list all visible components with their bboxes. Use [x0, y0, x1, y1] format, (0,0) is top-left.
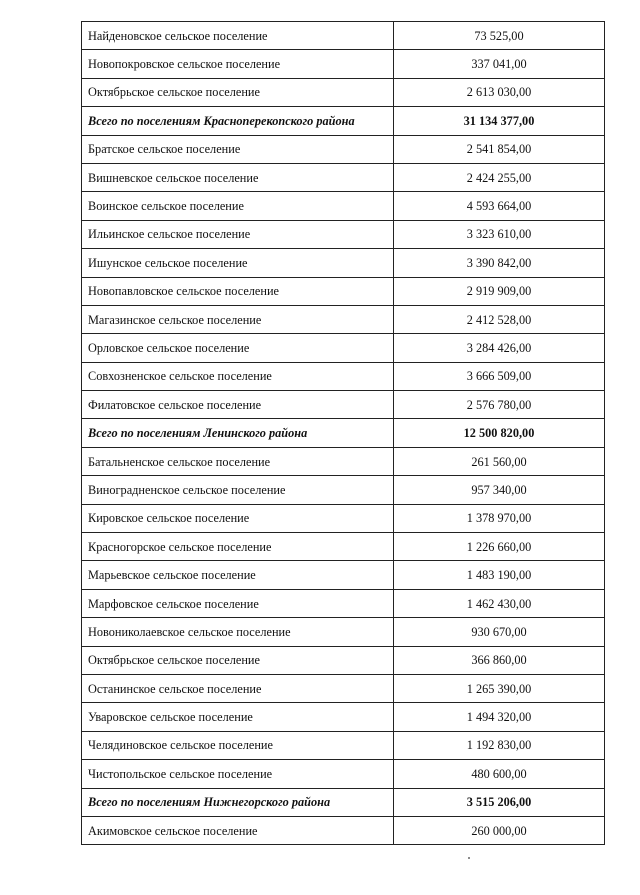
table-row — [82, 249, 605, 277]
settlement-amount: 1 192 830,00 — [394, 731, 605, 759]
settlement-amount: 2 541 854,00 — [394, 135, 605, 163]
settlement-name: Уваровское сельское поселение — [82, 703, 394, 731]
settlement-name: Марьевское сельское поселение — [82, 561, 394, 589]
table-row — [82, 760, 605, 788]
table-row — [82, 362, 605, 390]
settlement-amount: 1 378 970,00 — [394, 504, 605, 532]
settlement-name: Орловское сельское поселение — [82, 334, 394, 362]
settlement-amount: 2 424 255,00 — [394, 163, 605, 191]
settlement-name: Воинское сельское поселение — [82, 192, 394, 220]
table-row — [82, 163, 605, 191]
table-row — [82, 618, 605, 646]
table-row — [82, 533, 605, 561]
settlement-name: Новониколаевское сельское поселение — [82, 618, 394, 646]
settlement-name: Кировское сельское поселение — [82, 504, 394, 532]
table-row — [82, 192, 605, 220]
settlement-amount: 3 284 426,00 — [394, 334, 605, 362]
table-row — [82, 703, 605, 731]
settlement-name: Виноградненское сельское поселение — [82, 476, 394, 504]
settlement-name: Магазинское сельское поселение — [82, 305, 394, 333]
district-total-amount: 3 515 206,00 — [394, 788, 605, 816]
table-row — [82, 504, 605, 532]
table-row — [82, 50, 605, 78]
table-row — [82, 277, 605, 305]
settlement-amount: 1 462 430,00 — [394, 589, 605, 617]
table-row — [82, 646, 605, 674]
settlement-name: Филатовское сельское поселение — [82, 391, 394, 419]
table-row — [82, 305, 605, 333]
district-total-label: Всего по поселениям Красноперекопского района — [82, 107, 394, 135]
district-total-row — [82, 419, 605, 447]
table-row — [82, 447, 605, 475]
district-total-amount: 31 134 377,00 — [394, 107, 605, 135]
settlement-name: Чистопольское сельское поселение — [82, 760, 394, 788]
settlement-amount: 1 483 190,00 — [394, 561, 605, 589]
table-row — [82, 589, 605, 617]
district-total-label: Всего по поселениям Ленинского района — [82, 419, 394, 447]
settlement-amount: 260 000,00 — [394, 816, 605, 844]
settlement-amount: 261 560,00 — [394, 447, 605, 475]
district-total-row — [82, 107, 605, 135]
settlement-name: Новопавловское сельское поселение — [82, 277, 394, 305]
table-row — [82, 674, 605, 702]
settlement-name: Октябрьское сельское поселение — [82, 78, 394, 106]
settlement-amount: 480 600,00 — [394, 760, 605, 788]
settlement-name: Совхозненское сельское поселение — [82, 362, 394, 390]
settlement-name: Ильинское сельское поселение — [82, 220, 394, 248]
settlement-amount: 1 494 320,00 — [394, 703, 605, 731]
settlement-amount: 4 593 664,00 — [394, 192, 605, 220]
settlement-amount: 3 390 842,00 — [394, 249, 605, 277]
table-row — [82, 135, 605, 163]
settlement-amount: 73 525,00 — [394, 22, 605, 50]
settlement-amount: 2 613 030,00 — [394, 78, 605, 106]
district-total-label: Всего по поселениям Нижнегорского района — [82, 788, 394, 816]
settlement-name: Ишунское сельское поселение — [82, 249, 394, 277]
settlement-name: Батальненское сельское поселение — [82, 447, 394, 475]
settlement-name: Вишневское сельское поселение — [82, 163, 394, 191]
table-row — [82, 816, 605, 844]
settlement-name: Марфовское сельское поселение — [82, 589, 394, 617]
table-row — [82, 78, 605, 106]
settlement-name: Красногорское сельское поселение — [82, 533, 394, 561]
table-row — [82, 391, 605, 419]
settlement-name: Братское сельское поселение — [82, 135, 394, 163]
settlement-name: Челядиновское сельское поселение — [82, 731, 394, 759]
settlement-amount: 957 340,00 — [394, 476, 605, 504]
settlements-table — [81, 21, 605, 845]
table-row — [82, 220, 605, 248]
settlement-name: Новопокровское сельское поселение — [82, 50, 394, 78]
table-row — [82, 334, 605, 362]
settlement-name: Акимовское сельское поселение — [82, 816, 394, 844]
settlement-amount: 930 670,00 — [394, 618, 605, 646]
settlement-name: Останинское сельское поселение — [82, 674, 394, 702]
scan-speck — [468, 857, 470, 859]
settlement-amount: 3 666 509,00 — [394, 362, 605, 390]
settlement-name: Октябрьское сельское поселение — [82, 646, 394, 674]
settlement-amount: 3 323 610,00 — [394, 220, 605, 248]
district-total-row — [82, 788, 605, 816]
district-total-amount: 12 500 820,00 — [394, 419, 605, 447]
settlement-amount: 366 860,00 — [394, 646, 605, 674]
table-row — [82, 561, 605, 589]
table-row — [82, 731, 605, 759]
settlement-amount: 1 265 390,00 — [394, 674, 605, 702]
table-row — [82, 22, 605, 50]
settlement-name: Найденовское сельское поселение — [82, 22, 394, 50]
settlement-amount: 2 919 909,00 — [394, 277, 605, 305]
settlement-amount: 337 041,00 — [394, 50, 605, 78]
settlement-amount: 2 576 780,00 — [394, 391, 605, 419]
table-row — [82, 476, 605, 504]
table-body — [82, 22, 605, 845]
settlement-amount: 2 412 528,00 — [394, 305, 605, 333]
settlement-amount: 1 226 660,00 — [394, 533, 605, 561]
